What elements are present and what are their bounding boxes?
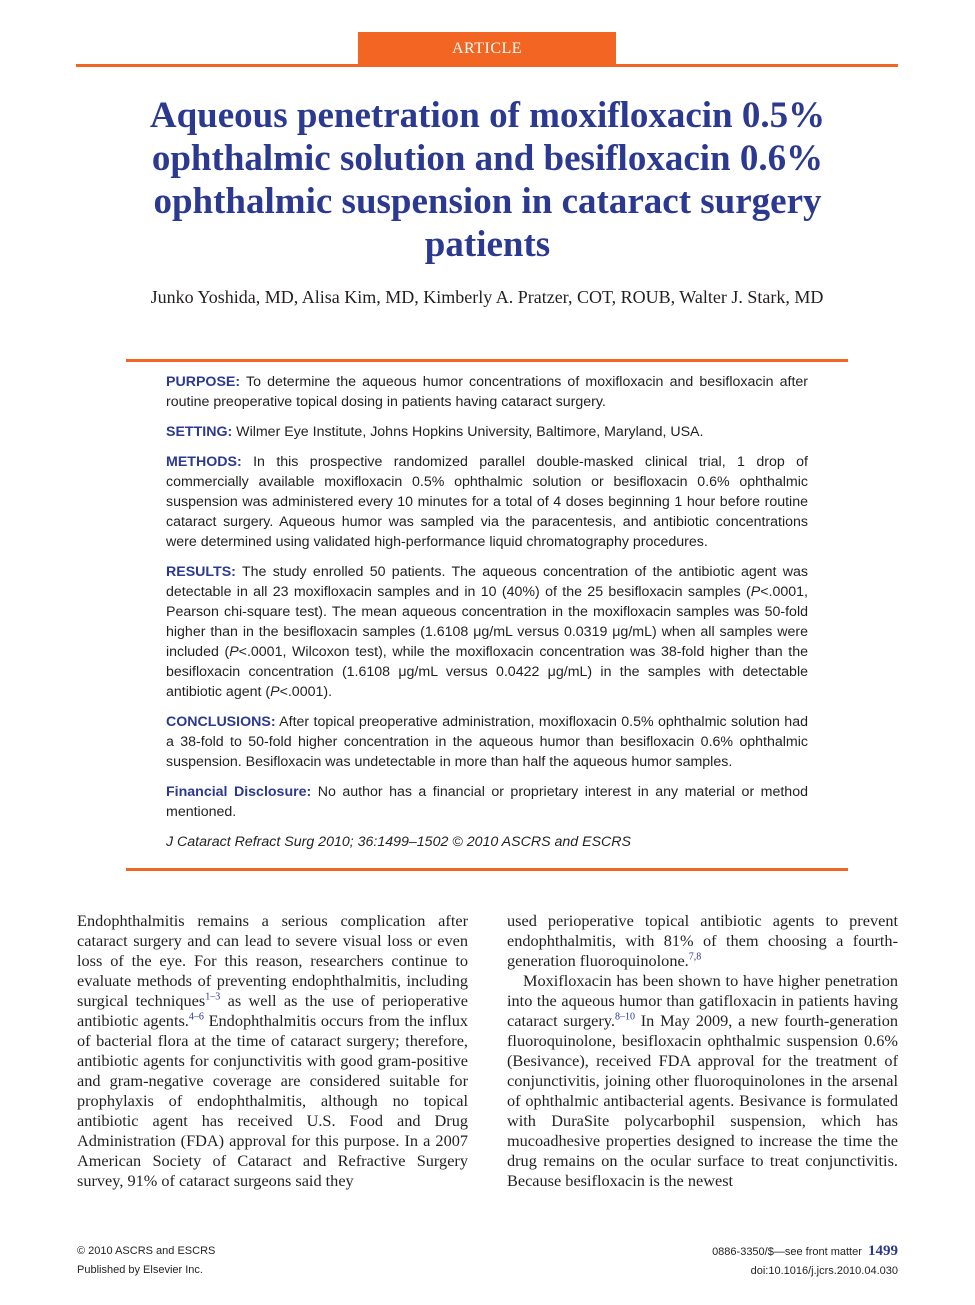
p-value-symbol: P: [229, 644, 239, 660]
abstract-methods: [166, 452, 808, 552]
abstract-bottom-rule: [126, 868, 848, 871]
header-rule: [76, 64, 898, 67]
results-text-3: <.0001, Wilcoxon test), while the moxifloxacin concentration was 38-fold higher than the besifloxacin concentration (1.6108 μg/mL versus 0.0422 μg/mL) in the samples with detectable antibiotic agent (: [166, 644, 808, 700]
methods-label: METHODS:: [166, 454, 242, 470]
body-text: Endophthalmitis remains a serious complication after cataract surgery and can lead to severe visual loss or even loss of the eye. For this reason, researchers continue to evaluate methods of preventing endophthalmitis, including surgical techniques: [77, 911, 468, 1010]
author-list: Junko Yoshida, MD, Alisa Kim, MD, Kimberly A. Pratzer, COT, ROUB, Walter J. Stark, MD: [150, 287, 824, 307]
results-label: RESULTS:: [166, 564, 236, 580]
body-text: In May 2009, a new fourth-generation fluoroquinolone, besifloxacin ophthalmic suspension 0.6% (Besivance), received FDA approval for the treatment of conjunctivitis, joining other fluoroquinolones in the arsenal of ophthalmic antibacterial agents. Besivance is formulated with DuraSite polycarbophil suspension, which has mucoadhesive properties designed to increase the time the drug remains on the ocular surface to treat conjunctivitis. Because besifloxacin is the newest: [507, 1011, 899, 1190]
p-value-symbol: P: [270, 684, 280, 700]
article-title: Aqueous penetration of moxifloxacin 0.5% ophthalmic solution and besifloxacin 0.6% ophthalmic suspension in cataract surgery patients: [149, 95, 826, 265]
body-paragraph: [507, 911, 898, 971]
citation-ref-link[interactable]: 8–10: [614, 1011, 635, 1023]
citation-ref-link[interactable]: 4–6: [188, 1011, 204, 1023]
footer-left: [77, 1242, 215, 1280]
setting-text: Wilmer Eye Institute, Johns Hopkins University, Baltimore, Maryland, USA.: [236, 424, 704, 440]
results-text-2: <.0001, Pearson chi-square test). The mean aqueous concentration in the moxifloxacin samples was 50-fold higher than in the besifloxacin samples (1.6108 μg/mL versus 0.0319 μg/mL) when all samples were included (: [166, 584, 808, 660]
body-text: Endophthalmitis occurs from the influx of bacterial flora at the time of cataract surgery; therefore, antibiotic agents for conjunctivitis with good gram-positive and gram-negative coverage are considered suitable for prophylaxis of endophthalmitis, although no topical antibiotic agent has received U.S. Food and Drug Administration (FDA) approval for this purpose. In a 2007 American Society of Cataract and Refractive Surgery survey, 91% of cataract surgeons said they: [77, 1011, 468, 1190]
abstract-purpose: [166, 372, 808, 412]
conclusions-text: After topical preoperative administration, moxifloxacin 0.5% ophthalmic solution had a 38-fold to 50-fold higher concentration in the aqueous humor than besifloxacin 0.6% ophthalmic suspension. Besifloxacin was undetectable in more than half the aqueous humor samples.: [166, 714, 808, 770]
footer-copyright: © 2010 ASCRS and ESCRS: [77, 1245, 216, 1257]
abstract-results: [166, 562, 808, 702]
body-text: as well as the use of perioperative antibiotic agents.: [77, 991, 468, 1030]
body-paragraph: [77, 911, 468, 1191]
body-column-left: [77, 911, 468, 1191]
body-column-right: [507, 911, 898, 1191]
body-text: used perioperative topical antibiotic agents to prevent endophthalmitis, with 81% of them choosing a fourth-generation fluoroquinolone.: [507, 911, 898, 970]
citation-ref-link[interactable]: 7,8: [688, 951, 702, 963]
purpose-label: PURPOSE:: [166, 374, 241, 390]
citation-ref-link[interactable]: 1–3: [205, 991, 221, 1003]
results-text-1: The study enrolled 50 patients. The aqueous concentration of the antibiotic agent was detectable in all 23 moxifloxacin samples and in 10 (40%) of the 25 besifloxacin samples (: [166, 564, 808, 600]
conclusions-label: CONCLUSIONS:: [166, 714, 276, 730]
journal-citation: J Cataract Refract Surg 2010; 36:1499–1502 © 2010 ASCRS and ESCRS: [166, 834, 631, 850]
p-value-symbol: P: [750, 584, 761, 600]
body-paragraph: [507, 971, 898, 1191]
methods-text: In this prospective randomized parallel double-masked clinical trial, 1 drop of commercially available moxifloxacin 0.5% ophthalmic solution or besifloxacin 0.6% ophthalmic suspension was administered every 10 minutes for a total of 4 doses beginning 1 hour before routine cataract surgery. Aqueous humor was sampled via the paracentesis, and antibiotic concentrations were determined using validated high-performance liquid chromatography procedures.: [166, 454, 808, 550]
setting-label: SETTING:: [166, 424, 233, 440]
footer-right: [712, 1242, 898, 1281]
body-text: Moxifloxacin has been shown to have higher penetration into the aqueous humor than gatifloxacin in patients having cataract surgery.: [507, 971, 898, 1030]
disclosure-label: Financial Disclosure:: [166, 784, 312, 800]
page-number: 1499: [868, 1243, 898, 1259]
disclosure-text: No author has a financial or proprietary interest in any material or method mentioned.: [166, 784, 808, 820]
abstract-conclusions: [166, 712, 808, 772]
footer-publisher: Published by Elsevier Inc.: [77, 1264, 203, 1276]
abstract-disclosure: [166, 782, 808, 822]
abstract: [166, 372, 808, 862]
article-type-tab: ARTICLE: [358, 32, 616, 65]
abstract-setting: [166, 422, 808, 442]
results-text-4: <.0001).: [279, 684, 333, 700]
footer-issn: 0886-3350/$—see front matter: [712, 1246, 862, 1258]
footer-doi[interactable]: doi:10.1016/j.jcrs.2010.04.030: [750, 1265, 898, 1277]
abstract-top-rule: [126, 359, 848, 362]
purpose-text: To determine the aqueous humor concentrations of moxifloxacin and besifloxacin after routine preoperative topical dosing in patients having cataract surgery.: [166, 374, 809, 410]
